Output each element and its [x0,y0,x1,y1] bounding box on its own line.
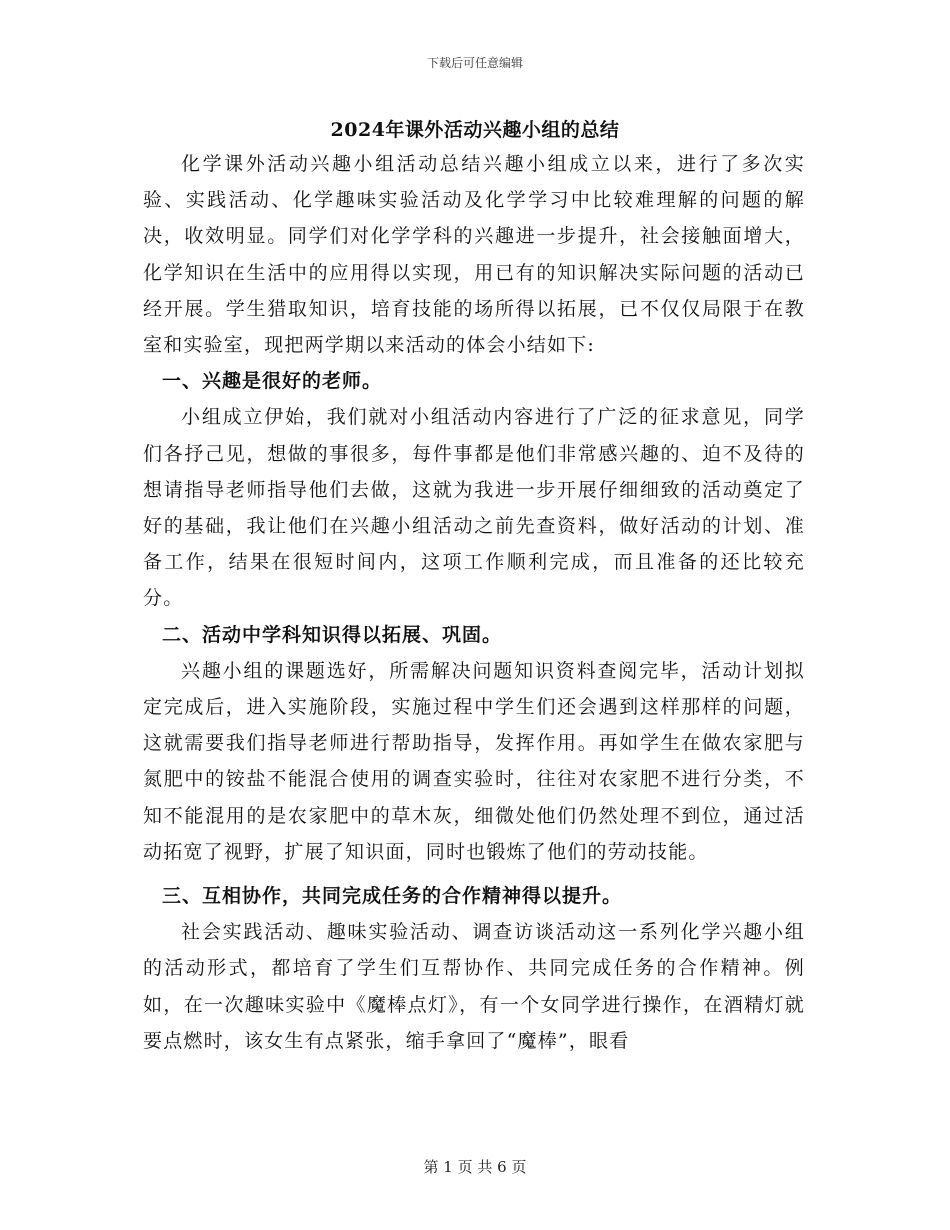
section-heading-1: 一、兴趣是很好的老师。 [162,370,383,393]
document-body [143,146,805,1059]
page-header-note: 下载后可任意编辑 [426,56,523,70]
section-paragraph-1: 小组成立伊始，我们就对小组活动内容进行了广泛的征求意见，同学们各抒己见，想做的事很多，每件事都是他们非常感兴趣的、迫不及待的想请指导老师指导他们去做，这就为我进一步开展仔细细致的活动奠定了好的基础，我让他们在兴趣小组活动之前先查资料，做好活动的计划、准备工作，结果在很短时间内，这项工作顺利完成，而且准备的还比较充分。 [143,406,805,610]
section-paragraph-3: 社会实践活动、趣味实验活动、调查访谈活动这一系列化学兴趣小组的活动形式，都培育了学生们互帮协作、共同完成任务的合作精神。例如，在一次趣味实验中《魔棒点灯》，有一个女同学进行操作，在酒精灯就要点燃时，该女生有点紧张，缩手拿回了“魔棒”，眼看 [143,921,805,1052]
intro-paragraph: 化学课外活动兴趣小组活动总结兴趣小组成立以来，进行了多次实验、实践活动、化学趣味实验活动及化学学习中比较难理解的问题的解决，收效明显。同学们对化学学科的兴趣进一步提升，社会接触面增大，化学知识在生活中的应用得以实现，用已有的知识解决实际问题的活动已经开展。学生猎取知识，培育技能的场所得以拓展，已不仅仅局限于在教室和实验室，现把两学期以来活动的体会小结如下: [143,153,805,357]
section-heading-3: 三、互相协作，共同完成任务的合作精神得以提升。 [162,885,623,908]
section-heading-2: 二、活动中学科知识得以拓展、巩固。 [162,623,503,646]
document-title: 2024年课外活动兴趣小组的总结 [330,119,620,141]
section-paragraph-2: 兴趣小组的课题选好，所需解决问题知识资料查阅完毕，活动计划拟定完成后，进入实施阶段，实施过程中学生们还会遇到这样那样的问题，这就需要我们指导老师进行帮助指导，发挥作用。再如学生在做农家肥与氮肥中的铵盐不能混合使用的调查实验时，往往对农家肥不进行分类，不知不能混用的是农家肥中的草木灰，细微处他们仍然处理不到位，通过活动拓宽了视野，扩展了知识面，同时也锻炼了他们的劳动技能。 [143,659,805,863]
page-number: 第 1 页 共 6 页 [423,1158,527,1176]
